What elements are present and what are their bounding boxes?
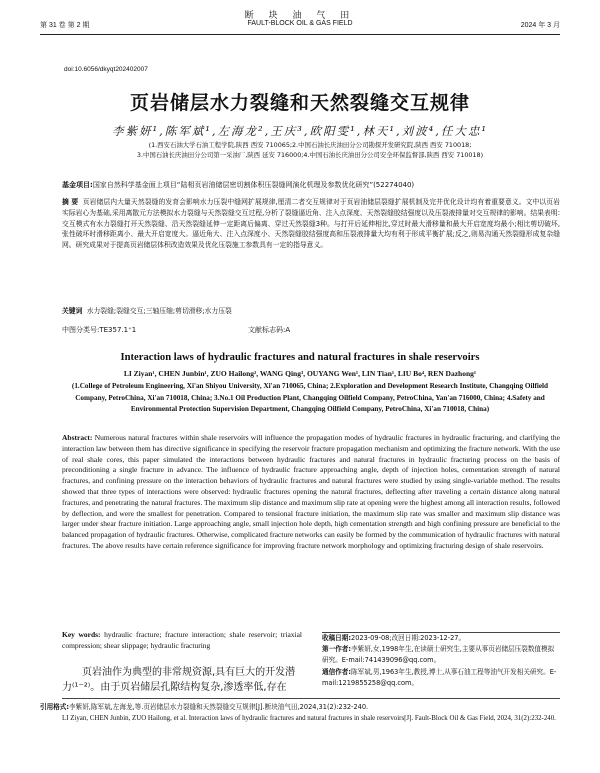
fund-label: 基金项目: [62,181,93,189]
journal-name-en: FAULT-BLOCK OIL & GAS FIELD [247,20,353,27]
keywords-cn-label: 关键词 [62,307,83,315]
title-cn: 页岩储层水力裂缝和天然裂缝交互规律 [129,92,470,114]
first-author-value: 李紫妍,女,1998年生,在读硕士研究生,主要从事页岩储层压裂数值模拟研究。E-mail:741439096@qq.com。 [322,645,555,665]
body-text-start: 页岩油作为典型的非常规资源,具有巨大的开发潜力⁽¹⁻²⁾。由于页岩储层孔隙结构复杂,渗透率低,存在 [62,667,296,693]
citation-cn: 李紫妍,陈军斌,左海龙,等.页岩储层水力裂缝和天然裂缝交互规律[J].断块油气田,2024,31(2):232-240. [69,703,369,711]
affiliation-line: 3.中国石油长庆油田分公司第一采油厂,陕西 延安 716000;4.中国石油长庆油田分公司安全环保监督部,陕西 西安 710018) [136,150,484,159]
abstract-cn [62,197,560,251]
citation [40,702,560,724]
keywords-cn-text: 水力裂缝;裂缝交互;三轴压缩;剪切滑移;水力压裂 [86,307,232,315]
keywords-en [62,630,302,652]
first-author-info [322,644,560,666]
abstract-en-text: Numerous natural fractures within shale reservoirs will influence the propagation modes of hydraulic fractures in hydraulic fracturing, and clarifying the interaction law between them has directive significance in specifying the reservoir fracture propagation mechanism and optimizing the fracture network. With the use of real shale cores, this paper simulated the interactions between hydraulic fractures and natural fractures in hydraulic fracturing process on the basis of preconditioning a single fracture in advance. The influence of hydraulic fracture approaching angle, depth of injection holes, cementation strength of natural fractures, and confining pressure on the interaction behaviors of hydraulic fractures and natural fractures were studied by using single-variable method. The results showed that three types of interactions were observed: hydraulic fractures opening the natural fractures, deflecting after traveling a certain distance along natural fractures, and penetrating the natural fractures. The maximum slip distance and maximum slip rate at opening were the highest among all interaction results, followed by deflection, and were the smallest for penetration. Compared to tensional fracture initiation, the maximum slip rate was smaller and maximum slip distance was larger under shear fracture initiation. Large approaching angle, small injection hole depth, high cementation strength and high confining pressure are beneficial to the balanced propagation of hydraulic fractures. Otherwise, complicated fracture networks can easily be formed by the communication of hydraulic fractures with natural fractures. The above results have certain reference significance for improving fracture network morphology and optimizing fracturing design of shale reservoirs. [62,433,561,550]
affiliation-line: (1.西安石油大学石油工程学院,陕西 西安 710065;2.中国石油长庆油田分公司勘探开发研究院,陕西 西安 710018; [148,141,472,149]
received-value: 2023-09-08;改回日期:2023-12-27。 [351,634,466,642]
abstract-cn-label: 摘 要 [62,198,79,206]
page-header [40,6,560,46]
article-info [322,630,560,689]
citation-rule [62,698,560,699]
abstract-cn-text: 页岩储层内大量天然裂缝的发育会影响水力压裂中缝网扩展规律,厘清二者交互规律对于页岩油储层裂缝扩展机制及完井优化设计均有着重要意义。文中以页岩实际岩心为基础,采用离散元方法模拟水力裂缝与天然裂缝交互过程,分析了裂缝逼近角、注入点深度、天然裂缝胶结强度以及压裂液排量对交互规律的影响。结果表明:交互模式有水力裂缝打开天然裂缝、沿天然裂缝延伸一定距离后偏离、穿过天然裂缝3种。与打开后延伸相比,穿过时最大滑移量和最大开启宽度均最小;相比剪切破坏,张性破坏时滑移距离小、最大开启宽度大。逼近角大、注入点深度小、天然裂缝胶结强度高和压裂液排量大均有利于形成平衡扩展;反之,则易沟通天然裂缝形成复杂缝网。研究成果对于提高页岩储层体积改造效果及优化压裂施工参数具有一定的指导意义。 [62,198,560,250]
citation-label: 引用格式: [40,703,70,711]
class-number: 中图分类号:TE357.1⁺1 [62,326,137,334]
issue-date: 2024 年 3 月 [520,22,560,29]
fund-info [62,180,560,190]
abstract-en-label: Abstract: [62,433,93,442]
affiliations-cn [60,141,560,160]
keywords-en-label: Key words: [62,630,101,639]
abstract-en [62,433,560,552]
header-rule [40,34,560,35]
received-date [322,633,560,644]
authors-cn: 李紫妍¹,陈军斌¹,左海龙²,王庆³,欧阳雯¹,林天¹,刘波⁴,任大忠¹ [112,124,488,138]
title-en: Interaction laws of hydraulic fractures and natural fractures in shale reservoirs [120,352,480,363]
fund-text: 国家自然科学基金面上项目“陆相页岩油储层密切割体积压裂缝网演化机理及参数优化研究”(52274040) [92,181,415,189]
document-code: 文献标志码:A [248,326,291,334]
issue-label: 第 31 卷 第 2 期 [40,22,90,29]
first-author-label: 第一作者: [322,645,352,654]
journal-name-cn: 断 块 油 气 田 [244,11,356,21]
keywords-cn [62,305,560,315]
doi[interactable]: doi:10.6056/dkyqt202402007 [64,66,148,73]
corresponding-author-info [322,667,560,689]
authors-en: LI Ziyan¹, CHEN Junbin¹, ZUO Hailong², WANG Qing³, OUYANG Wen¹, LIN Tian¹, LIU Bo⁴, REN Dazhong¹ [123,369,477,378]
affiliations-en: (1.College of Petroleum Engineering, Xi'an Shiyou University, Xi'an 710065, China; 2.Exploration and Development Research Institute, Changqing Oilfield Company, PetroChina, Xi'an 710018, China; 3.No.1 Oil Production Plant, Changqing Oilfield Company, PetroChina, Yan'an 716000, China; 4.Safety and Environmental Protection Supervision Department, Changqing Oilfield Company, PetroChina, Xi'an 710018, China) [71,382,549,414]
corr-author-value: 陈军斌,男,1963年生,教授,博士,从事石油工程等油气开发相关研究。E-mail:1219855258@qq.com。 [322,667,557,687]
received-label: 收稿日期: [322,634,352,642]
keywords-en-text: hydraulic fracture; fracture interaction; shale reservoir; triaxial compression; shear slippage; hydraulic fracturing [62,630,303,650]
citation-en: LI Ziyan, CHEN Junbin, ZUO Hailong, et al. Interaction laws of hydraulic fractures and natural fractures in shale reservoirs[J]. Fault-Block Oil & Gas Field, 2024, 31(2):232-240. [62,715,556,722]
corr-author-label: 通信作者: [322,667,352,676]
